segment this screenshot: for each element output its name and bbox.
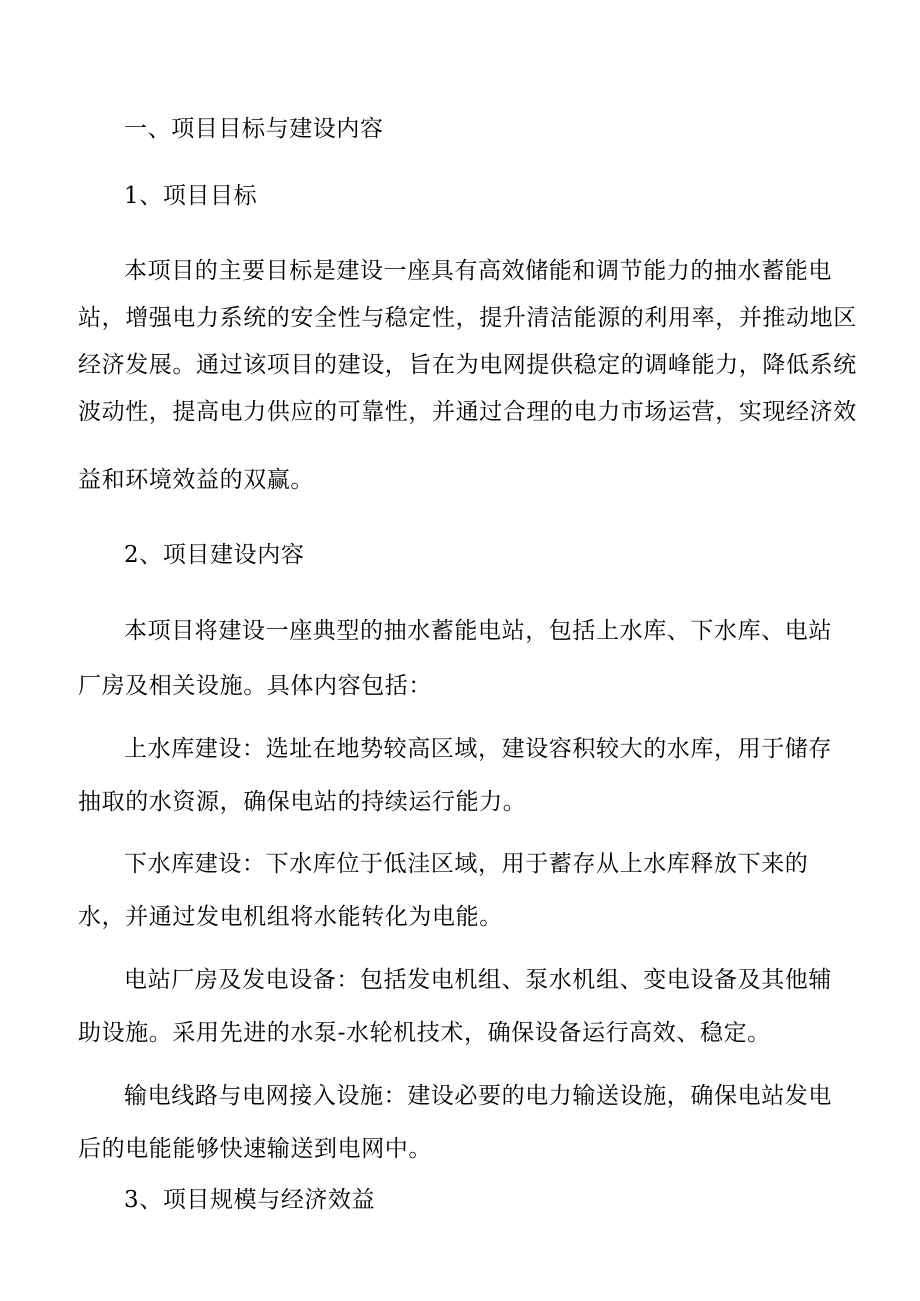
paragraph-3-line-2: 抽取的水资源，确保电站的持续运行能力。 — [78, 789, 527, 815]
paragraph-2-line-1: 本项目将建设一座典型的抽水蓄能电站，包括上水库、下水库、电站 — [124, 618, 832, 644]
subsection-heading-2: 2、项目建设内容 — [124, 542, 305, 568]
paragraph-2-line-2: 厂房及相关设施。具体内容包括： — [78, 673, 432, 699]
paragraph-1-line-2: 站，增强电力系统的安全性与稳定性，提升清洁能源的利用率，并推动地区 — [78, 305, 857, 331]
section-heading: 一、项目目标与建设内容 — [124, 116, 384, 142]
paragraph-4-line-1: 下水库建设：下水库位于低洼区域，用于蓄存从上水库释放下来的 — [124, 851, 809, 877]
paragraph-1-line-3: 经济发展。通过该项目的建设，旨在为电网提供稳定的调峰能力，降低系统 — [78, 352, 857, 378]
paragraph-6-line-2: 后的电能能够快速输送到电网中。 — [78, 1136, 432, 1162]
subsection-heading-1: 1、项目目标 — [124, 183, 258, 209]
paragraph-6-line-1: 输电线路与电网接入设施：建设必要的电力输送设施，确保电站发电 — [124, 1083, 832, 1109]
paragraph-4-line-2: 水，并通过发电机组将水能转化为电能。 — [78, 904, 503, 930]
paragraph-5-line-1: 电站厂房及发电设备：包括发电机组、泵水机组、变电设备及其他辅 — [124, 967, 832, 993]
subsection-heading-3: 3、项目规模与经济效益 — [124, 1187, 376, 1213]
paragraph-3-line-1: 上水库建设：选址在地势较高区域，建设容积较大的水库，用于储存 — [124, 736, 832, 762]
paragraph-5-line-2: 助设施。采用先进的水泵-水轮机技术，确保设备运行高效、稳定。 — [78, 1020, 771, 1046]
paragraph-1-line-4: 波动性，提高电力供应的可靠性，并通过合理的电力市场运营，实现经济效 — [78, 399, 857, 425]
paragraph-1-line-1: 本项目的主要目标是建设一座具有高效储能和调节能力的抽水蓄能电 — [124, 258, 832, 284]
paragraph-1-line-5: 益和环境效益的双赢。 — [78, 467, 314, 493]
